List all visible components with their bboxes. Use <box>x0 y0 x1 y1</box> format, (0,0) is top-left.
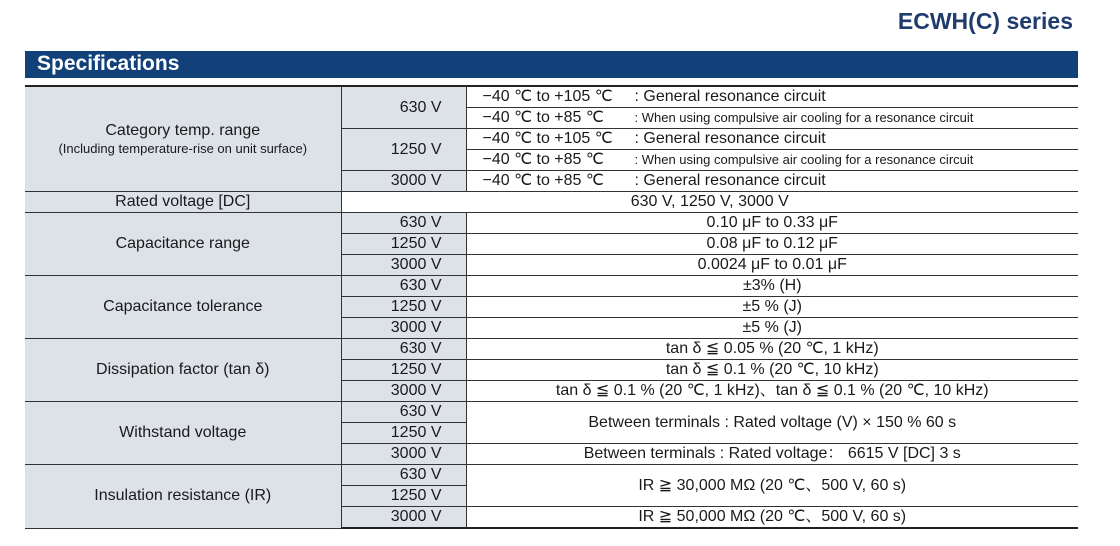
value-cell: Between terminals : Rated voltage： 6615 V [DC] 3 s <box>466 444 1078 465</box>
param-insulation-resistance: Insulation resistance (IR) <box>25 465 341 529</box>
value-cell: ±5 % (J) <box>466 318 1078 339</box>
value-cell: IR ≧ 50,000 MΩ (20 ℃、500 V, 60 s) <box>466 507 1078 529</box>
param-label: Category temp. range <box>105 122 261 139</box>
temp-range: −40 ℃ to +85 ℃ <box>482 172 604 189</box>
temp-range: −40 ℃ to +85 ℃ <box>482 109 604 126</box>
value-cell: tan δ ≦ 0.05 % (20 ℃, 1 kHz) <box>466 339 1078 360</box>
value-cell: 0.10 μF to 0.33 μF <box>466 213 1078 234</box>
voltage-cell: 3000 V <box>341 444 466 465</box>
series-title: ECWH(C) series <box>897 8 1073 34</box>
param-capacitance-tolerance: Capacitance tolerance <box>25 276 341 339</box>
voltage-cell: 1250 V <box>341 129 466 171</box>
voltage-cell: 3000 V <box>341 255 466 276</box>
condition-text: : General resonance circuit <box>634 130 826 147</box>
voltage-cell: 1250 V <box>341 234 466 255</box>
voltage-cell: 1250 V <box>341 297 466 318</box>
param-sublabel: (Including temperature-rise on unit surface) <box>58 141 308 156</box>
param-category-temp <box>25 86 341 192</box>
value-cell: tan δ ≦ 0.1 % (20 ℃, 10 kHz) <box>466 360 1078 381</box>
rated-voltage-value: 630 V, 1250 V, 3000 V <box>341 192 1078 213</box>
condition-text: : When using compulsive air cooling for a resonance circuit <box>634 110 974 125</box>
table-row <box>25 276 1078 297</box>
section-header-bar <box>25 51 1078 78</box>
condition-text: : General resonance circuit <box>634 88 826 105</box>
specifications-table <box>25 85 1078 529</box>
condition-cell <box>466 171 1078 192</box>
voltage-cell: 3000 V <box>341 507 466 529</box>
condition-text: : When using compulsive air cooling for a resonance circuit <box>634 152 974 167</box>
condition-cell <box>466 150 1078 171</box>
voltage-cell: 630 V <box>341 339 466 360</box>
value-cell: 0.08 μF to 0.12 μF <box>466 234 1078 255</box>
value-cell: ±5 % (J) <box>466 297 1078 318</box>
value-cell: 0.0024 μF to 0.01 μF <box>466 255 1078 276</box>
param-withstand-voltage: Withstand voltage <box>25 402 341 465</box>
condition-text: : General resonance circuit <box>634 172 826 189</box>
table-row <box>25 402 1078 423</box>
voltage-cell: 1250 V <box>341 486 466 507</box>
value-cell: tan δ ≦ 0.1 % (20 ℃, 1 kHz)、tan δ ≦ 0.1 % (20 ℃, 10 kHz) <box>466 381 1078 402</box>
temp-range: −40 ℃ to +105 ℃ <box>482 88 613 105</box>
section-title: Specifications <box>37 52 180 75</box>
param-dissipation-factor: Dissipation factor (tan δ) <box>25 339 341 402</box>
value-cell: Between terminals : Rated voltage (V) × 150 % 60 s <box>466 402 1078 444</box>
value-cell: ±3% (H) <box>466 276 1078 297</box>
param-capacitance-range: Capacitance range <box>25 213 341 276</box>
voltage-cell: 630 V <box>341 86 466 129</box>
voltage-cell: 3000 V <box>341 171 466 192</box>
value-cell: IR ≧ 30,000 MΩ (20 ℃、500 V, 60 s) <box>466 465 1078 507</box>
condition-cell <box>466 108 1078 129</box>
table-row <box>25 465 1078 486</box>
voltage-cell: 630 V <box>341 276 466 297</box>
table-row <box>25 86 1078 108</box>
voltage-cell: 630 V <box>341 465 466 486</box>
voltage-cell: 1250 V <box>341 360 466 381</box>
table-row <box>25 213 1078 234</box>
voltage-cell: 3000 V <box>341 381 466 402</box>
param-rated-voltage: Rated voltage [DC] <box>25 192 341 213</box>
voltage-cell: 630 V <box>341 402 466 423</box>
condition-cell <box>466 86 1078 108</box>
table-row <box>25 339 1078 360</box>
condition-cell <box>466 129 1078 150</box>
table-row <box>25 192 1078 213</box>
voltage-cell: 1250 V <box>341 423 466 444</box>
temp-range: −40 ℃ to +105 ℃ <box>482 130 613 147</box>
temp-range: −40 ℃ to +85 ℃ <box>482 151 604 168</box>
voltage-cell: 3000 V <box>341 318 466 339</box>
voltage-cell: 630 V <box>341 213 466 234</box>
